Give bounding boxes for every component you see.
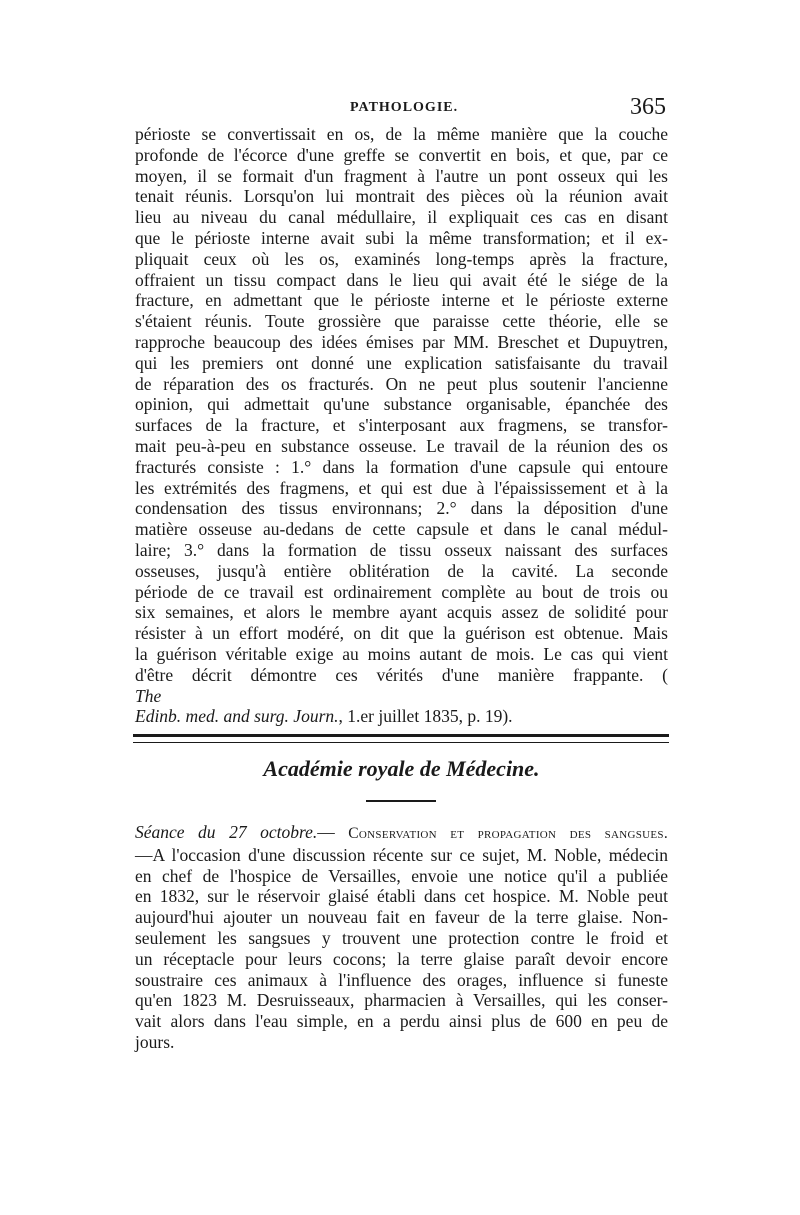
citation-line xyxy=(135,686,668,728)
text-line: en chef de l'hospice de Versailles, envoie une notice qu'il a publiée xyxy=(135,865,668,886)
text-line: moyen, il se formait d'un fragment à l'autre un pont osseux qui les xyxy=(135,165,668,186)
seance-dash: — xyxy=(317,822,335,842)
running-head-title: PATHOLOGIE. xyxy=(350,100,459,115)
text-line: s'étaient réunis. Toute grossière que paraisse cette théorie, elle se xyxy=(135,311,668,332)
text-line: un réceptacle pour leurs cocons; la terre glaise paraît devoir encore xyxy=(135,948,668,969)
body-paragraph xyxy=(135,124,668,727)
text-line: qui les premiers ont donné une explication satisfaisante du travail xyxy=(135,352,668,373)
text-line: —A l'occasion d'une discussion récente sur ce sujet, M. Noble, médecin xyxy=(135,844,668,865)
text-line: surfaces de la fracture, et s'interposant aux fragmens, se transfor- xyxy=(135,415,668,436)
page-number: 365 xyxy=(630,94,666,120)
text-line: aujourd'hui ajouter un nouveau fait en faveur de la terre glaise. Non- xyxy=(135,907,668,928)
journal-title: The xyxy=(135,685,162,706)
text-line: offraient un tissu compact dans le lieu qui avait été le siége de la xyxy=(135,269,668,290)
text-line: pliquait ceux où les os, examinés long-temps après la fracture, xyxy=(135,248,668,269)
text-line: d'être décrit démontre ces vérités d'une manière frappante. ( xyxy=(135,664,668,685)
text-line: matière osseuse au-dedans de cette capsule et dans le canal médul- xyxy=(135,519,668,540)
journal-title-cont: Edinb. med. and surg. Journ. xyxy=(135,706,339,727)
seance-heading-line xyxy=(135,822,668,845)
text-line: que le périoste interne avait subi la même transformation; et il ex- xyxy=(135,227,668,248)
text-line: rapproche beaucoup des idées émises par MM. Breschet et Dupuytren, xyxy=(135,331,668,352)
text-line: de réparation des os fracturés. On ne peut plus soutenir l'ancienne xyxy=(135,373,668,394)
text-line: résister à un effort modéré, on dit que la guérison est obtenue. Mais xyxy=(135,623,668,644)
text-line: mait peu-à-peu en substance osseuse. Le travail de la réunion des os xyxy=(135,435,668,456)
text-line: condensation des tissus environnans; 2.° dans la déposition d'une xyxy=(135,498,668,519)
text-line: laire; 3.° dans la formation de tissu osseux naissant des surfaces xyxy=(135,539,668,560)
text-line: lieu au niveau du canal médullaire, il expliquait ces cas en disant xyxy=(135,207,668,228)
text-line: en 1832, sur le réservoir glaisé établi dans cet hospice. M. Noble peut xyxy=(135,886,668,907)
thin-rule xyxy=(133,742,669,743)
text-line: seulement les sangsues y trouvent une protection contre le froid et xyxy=(135,927,668,948)
text-line: jours. xyxy=(135,1031,175,1052)
text-line: profonde de l'écorce d'une greffe se convertit en bois, et que, par ce xyxy=(135,144,668,165)
section-title: Académie royale de Médecine. xyxy=(263,756,540,781)
thick-rule xyxy=(133,734,669,737)
running-head xyxy=(130,94,668,124)
seance-date: Séance du 27 octobre. xyxy=(135,822,318,842)
text-line: qu'en 1823 M. Desruisseaux, pharmacien à Versailles, qui les conser- xyxy=(135,990,668,1011)
text-line: périoste se convertissait en os, de la même manière que la couche xyxy=(135,124,668,144)
seance-paragraph xyxy=(135,822,668,1053)
short-divider xyxy=(366,800,436,802)
text-line: opinion, qui admettait qu'une substance organisable, épanchée des xyxy=(135,394,668,415)
text-line: fracture, en admettant que le périoste interne et le périoste externe xyxy=(135,290,668,311)
text-line: fracturés consiste : 1.° dans la formation d'une capsule qui entoure xyxy=(135,456,668,477)
section-divider xyxy=(133,734,669,746)
seance-heading: Conservation et propagation des sangsues. xyxy=(348,825,668,842)
text-line: les extrémités des fragmens, et qui est due à l'épaississement et à la xyxy=(135,477,668,498)
citation-details: , 1.er juillet 1835, p. 19). xyxy=(338,706,513,727)
text-line: osseuses, jusqu'à entière oblitération de la cavité. La seconde xyxy=(135,560,668,581)
text-line: la guérison véritable exige au moins autant de mois. Le cas qui vient xyxy=(135,643,668,664)
text-line: vait alors dans l'eau simple, en a perdu ainsi plus de 600 en peu de xyxy=(135,1011,668,1032)
text-line: période de ce travail est ordinairement complète au bout de trois ou xyxy=(135,581,668,602)
text-line: soustraire ces animaux à l'influence des orages, influence si funeste xyxy=(135,969,668,990)
text-line: six semaines, et alors le membre ayant acquis assez de solidité pour xyxy=(135,602,668,623)
text-line: tenait réunis. Lorsqu'on lui montrait des pièces où la réunion avait xyxy=(135,186,668,207)
